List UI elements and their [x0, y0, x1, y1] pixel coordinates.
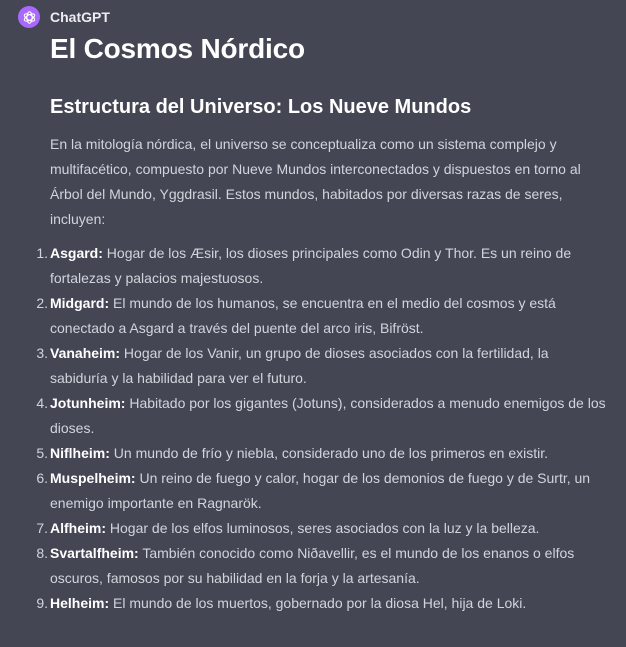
list-item	[36, 441, 610, 466]
list-number: 4.	[36, 395, 48, 411]
world-description: Habitado por los gigantes (Jotuns), considerados a menudo enemigos de los dioses.	[50, 395, 606, 436]
world-description: También conocido como Niðavellir, es el mundo de los enanos o elfos oscuros, famosos por su habilidad en la forja y la artesanía.	[50, 545, 575, 586]
list-item	[36, 516, 610, 541]
chatgpt-avatar	[18, 6, 40, 28]
message-title: El Cosmos Nórdico	[50, 33, 305, 64]
list-number: 2.	[36, 295, 48, 311]
world-name: Helheim:	[50, 595, 110, 611]
list-number: 8.	[36, 545, 48, 561]
message-subtitle: Estructura del Universo: Los Nueve Mundos	[50, 96, 472, 118]
list-number: 5.	[36, 445, 48, 461]
list-item	[36, 466, 610, 516]
list-item	[36, 241, 610, 291]
message-header	[18, 6, 110, 28]
world-description: Hogar de los Vanir, un grupo de dioses asociados con la fertilidad, la sabiduría y la habilidad para ver el futuro.	[50, 345, 549, 386]
world-description: Hogar de los Æsir, los dioses principales como Odin y Thor. Es un reino de fortalezas y palacios majestuosos.	[50, 245, 572, 286]
message-content	[36, 30, 610, 616]
list-number: 3.	[36, 345, 48, 361]
world-name: Muspelheim:	[50, 470, 136, 486]
world-description: Un mundo de frío y niebla, considerado uno de los primeros en existir.	[109, 445, 549, 461]
intro-paragraph: En la mitología nórdica, el universo se conceptualiza como un sistema complejo y multifacético, compuesto por Nueve Mundos interconectados y dispuestos en torno al Árbol del Mundo, Yggdrasil. Estos mundos, habitados por diversas razas de seres, incluyen:	[50, 136, 581, 227]
world-name: Alfheim:	[50, 520, 106, 536]
world-name: Asgard:	[50, 245, 103, 261]
world-description: Hogar de los elfos luminosos, seres asociados con la luz y la belleza.	[106, 520, 540, 536]
list-number: 7.	[36, 520, 48, 536]
world-name: Svartalfheim:	[50, 545, 139, 561]
list-number: 9.	[36, 595, 48, 611]
world-name: Midgard:	[50, 295, 110, 311]
world-description: El mundo de los humanos, se encuentra en el medio del cosmos y está conectado a Asgard a través del puente del arco iris, Bifröst.	[50, 295, 556, 336]
openai-logo-icon	[22, 10, 37, 25]
world-name: Jotunheim:	[50, 395, 126, 411]
world-name: Niflheim:	[50, 445, 110, 461]
list-item	[36, 341, 610, 391]
list-item	[36, 391, 610, 441]
world-description: Un reino de fuego y calor, hogar de los demonios de fuego y de Surtr, un enemigo importante en Ragnarök.	[50, 470, 591, 511]
list-item	[36, 291, 610, 341]
list-number: 6.	[36, 470, 48, 486]
list-item	[36, 591, 610, 616]
world-description: El mundo de los muertos, gobernado por la diosa Hel, hija de Loki.	[109, 595, 527, 611]
list-item	[36, 541, 610, 591]
world-name: Vanaheim:	[50, 345, 121, 361]
sender-name: ChatGPT	[50, 9, 110, 25]
worlds-list	[36, 241, 610, 616]
list-number: 1.	[36, 245, 48, 261]
